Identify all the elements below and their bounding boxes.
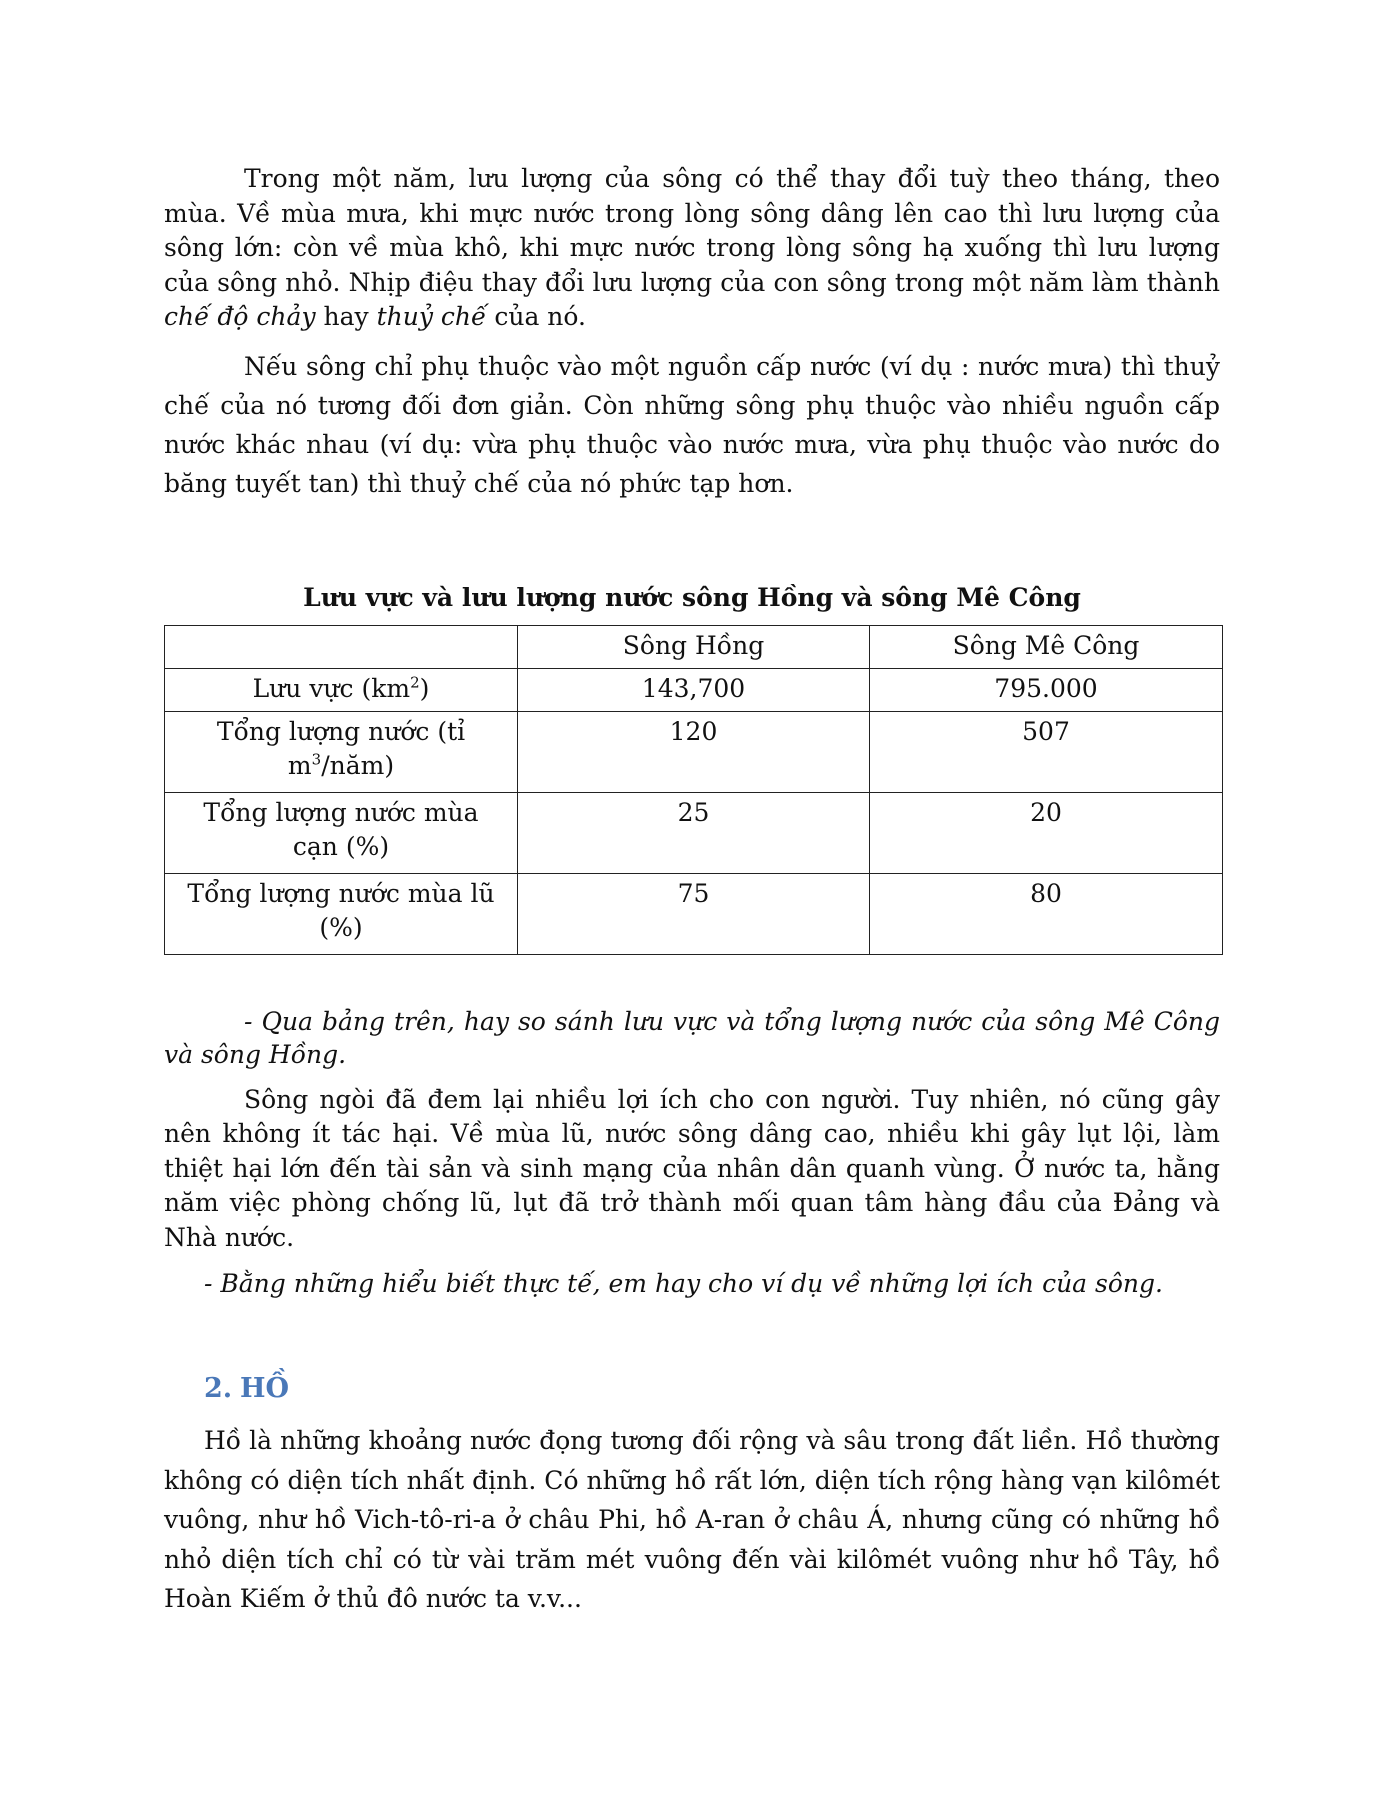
table-row-flood-season	[165, 873, 1223, 954]
paragraph-text: Trong một năm, lưu lượng của sông có thể thay đổi tuỳ theo tháng, theo mùa. Về mùa mưa, khi mực nước trong lòng sông dâng lên cao thì lưu lượng của sông lớn: còn về mùa khô, khi mực nước trong lòng sông hạ xuống thì lưu lượng của sông nhỏ. Nhịp điệu thay đổi lưu lượng của con sông trong một năm làm thành	[164, 164, 1220, 297]
page-content	[164, 162, 1220, 1619]
paragraph-text: của nó.	[486, 302, 586, 331]
paragraph-benefits-harms: Sông ngòi đã đem lại nhiều lợi ích cho con người. Tuy nhiên, nó cũng gây nên không ít tác hại. Về mùa lũ, nước sông dâng cao, nhiều khi gây lụt lội, làm thiệt hại lớn đến tài sản và sinh mạng của nhân dân quanh vùng. Ở nước ta, hằng năm việc phòng chống lũ, lụt đã trở thành mối quan tâm hàng đầu của Đảng và Nhà nước.	[164, 1084, 1220, 1252]
question-examples: - Bằng những hiểu biết thực tế, em hay cho ví dụ về những lợi ích của sông.	[204, 1269, 1163, 1298]
section-title: HỒ	[240, 1373, 290, 1404]
cell-value: 507	[870, 711, 1223, 792]
table-header-row	[165, 625, 1223, 668]
table-row-basin-area	[165, 668, 1223, 711]
term-flow-regime: chế độ chảy	[164, 302, 316, 331]
table-caption: Lưu vực và lưu lượng nước sông Hồng và sông Mê Công	[303, 582, 1081, 612]
section-heading	[204, 1369, 1220, 1409]
table-row-total-volume	[165, 711, 1223, 792]
header-song-hong: Sông Hồng	[518, 625, 870, 668]
paragraph-text: hay	[315, 302, 377, 331]
cell-value: 75	[518, 873, 870, 954]
table-row-dry-season	[165, 792, 1223, 873]
cell-value: 25	[518, 792, 870, 873]
section-number: 2.	[204, 1373, 233, 1404]
row-label: Tổng lượng nước (tỉ $m^3/năm$)	[165, 711, 518, 792]
row-label: Tổng lượng nước mùa lũ (%)	[165, 873, 518, 954]
row-label: Lưu vực $(km^2)$	[165, 668, 518, 711]
header-song-me-cong: Sông Mê Công	[870, 625, 1223, 668]
question-compare: - Qua bảng trên, hay so sánh lưu vực và tổng lượng nước của sông Mê Công và sông Hồng.	[164, 1006, 1220, 1069]
term-hydro-regime: thuỷ chế	[376, 302, 487, 331]
cell-value: 795.000	[870, 668, 1223, 711]
paragraph-water-sources: Nếu sông chỉ phụ thuộc vào một nguồn cấp nước (ví dụ : nước mưa) thì thuỷ chế của nó tương đối đơn giản. Còn những sông phụ thuộc vào nhiều nguồn cấp nước khác nhau (ví dụ: vừa phụ thuộc vào nước mưa, vừa phụ thuộc vào nước do băng tuyết tan) thì thuỷ chế của nó phức tạp hơn.	[164, 351, 1220, 498]
cell-value: 143,700	[518, 668, 870, 711]
paragraph-river-flow-regime	[164, 162, 1220, 335]
header-blank-cell	[165, 625, 518, 668]
row-label: Tổng lượng nước mùa cạn (%)	[165, 792, 518, 873]
cell-value: 80	[870, 873, 1223, 954]
cell-value: 120	[518, 711, 870, 792]
paragraph-lakes: Hồ là những khoảng nước đọng tương đối rộng và sâu trong đất liền. Hồ thường không có diện tích nhất định. Có những hồ rất lớn, diện tích rộng hàng vạn kilômét vuông, như hồ Vich-tô-ri-a ở châu Phi, hồ A-ran ở châu Á, nhưng cũng có những hồ nhỏ diện tích chỉ có từ vài trăm mét vuông đến vài kilômét vuông như hồ Tây, hồ Hoàn Kiếm ở thủ đô nước ta v.v...	[164, 1426, 1220, 1613]
cell-value: 20	[870, 792, 1223, 873]
river-comparison-table	[164, 625, 1223, 955]
